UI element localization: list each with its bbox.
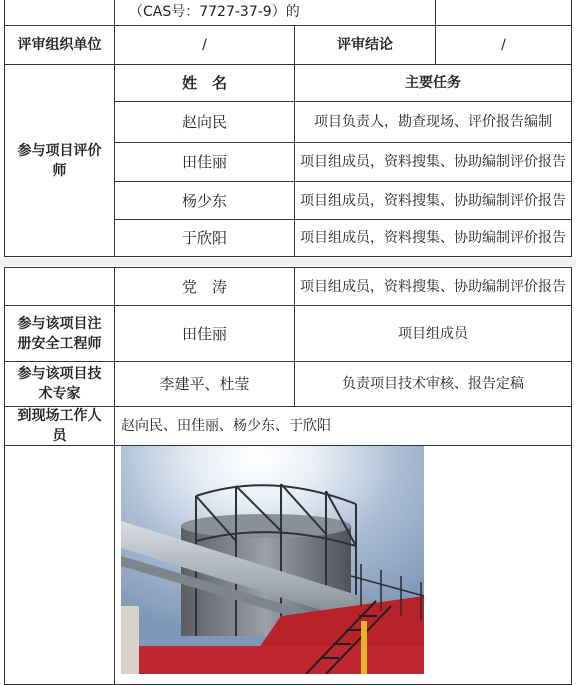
tech-expert-names: 李建平、杜莹 <box>114 361 295 407</box>
safety-engineer-name: 田佳丽 <box>114 305 295 362</box>
conclusion-value: / <box>435 25 572 65</box>
onsite-staff-label: 到现场工作人员 <box>4 406 115 446</box>
participant-task: 项目组成员，资料搜集、协助编制评价报告 <box>294 142 572 182</box>
org-unit-value: / <box>114 25 295 65</box>
participant-task: 项目负责人，勘查现场、评价报告编制 <box>294 101 572 143</box>
safety-engineer-label: 参与该项目注册安全工程师 <box>4 305 115 362</box>
tech-expert-task: 负责项目技术审核、报告定稿 <box>294 361 572 407</box>
participant-name: 田佳丽 <box>114 142 295 182</box>
conclusion-label: 评审结论 <box>294 25 436 65</box>
top-right-cell <box>435 0 572 26</box>
participant-task: 项目组成员，资料搜集、协助编制评价报告 <box>294 267 572 306</box>
participants-label: 参与项目评价师 <box>4 64 115 257</box>
photo-row-label <box>4 445 115 685</box>
top-left-cell <box>4 0 115 26</box>
tech-expert-label: 参与该项目技术专家 <box>4 361 115 407</box>
participant-name: 于欣阳 <box>114 219 295 257</box>
task-column-header: 主要任务 <box>294 64 572 102</box>
onsite-staff-names: 赵向民、田佳丽、杨少东、于欣阳 <box>114 406 572 446</box>
participant-task: 项目组成员，资料搜集、协助编制评价报告 <box>294 181 572 220</box>
safety-engineer-task: 项目组成员 <box>294 305 572 362</box>
page-break <box>0 258 576 266</box>
participant-name: 党 涛 <box>114 267 295 306</box>
participant-name: 赵向民 <box>114 101 295 143</box>
site-photo <box>121 446 424 674</box>
participant-name: 杨少东 <box>114 181 295 220</box>
name-column-header: 姓 名 <box>114 64 295 102</box>
participant-task: 项目组成员，资料搜集、协助编制评价报告 <box>294 219 572 257</box>
participants-label-continued <box>4 267 115 306</box>
org-unit-label: 评审组织单位 <box>4 25 115 65</box>
substance-note: （CAS号：7727-37-9）的 <box>114 0 436 26</box>
